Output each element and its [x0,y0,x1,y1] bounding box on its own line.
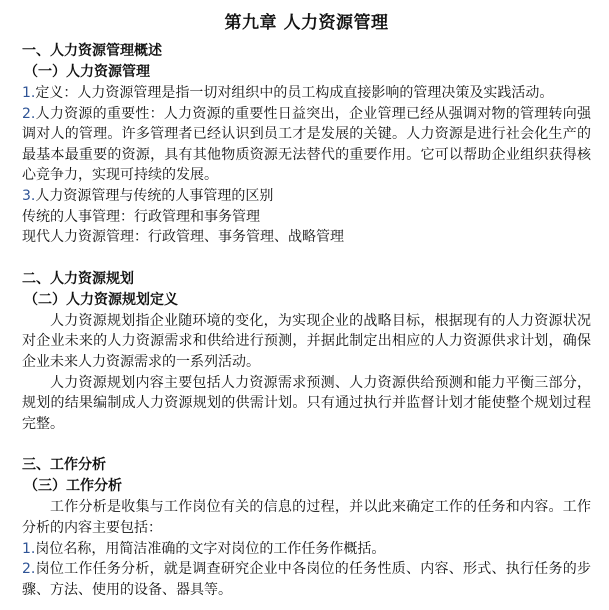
paragraph-difference [22,186,591,207]
section-heading: 二、人力资源规划 [22,270,134,287]
paragraph-modern: 现代人力资源管理：行政管理、事务管理、战略管理 [22,229,344,246]
paragraph-planning-definition: 人力资源规划指企业随环境的变化，为实现企业的战略目标，根据现有的人力资源状况对企业未来的人力资源需求和供给进行预测，并据此制定出相应的人力资源供求计划，确保企业未来人力资源需求的一系列活动。 [22,312,591,370]
section-subheading: （一）人力资源管理 [24,64,150,80]
paragraph-importance [22,104,591,186]
item-number: 3. [22,187,36,204]
paragraph-text: 人力资源管理与传统的人事管理的区别 [35,187,274,204]
blank-line [22,434,591,455]
chapter-title: 第九章 人力资源管理 [224,13,389,33]
paragraph-definition [22,83,591,104]
item-number: 2. [22,561,36,578]
section-hr-management-overview [22,41,591,248]
paragraph-text: 人力资源的重要性：人力资源的重要性日益突出，企业管理已经从强调对物的管理转向强调对人的管理。许多管理者已经认识到员工才是发展的关键。人力资源是进行社会化生产的最基本最重要的资源，具有其他物质资源无法替代的重要作用。它可以帮助企业组织获得核心竞争力，实现可持续的发展。 [22,105,591,184]
paragraph-traditional: 传统的人事管理：行政管理和事务管理 [22,208,260,225]
paragraph-planning-content: 人力资源规划内容主要包括人力资源需求预测、人力资源供给预测和能力平衡三部分，规划的结果编制成人力资源规划的供需计划。只有通过执行并监督计划才能使整个规划过程完整。 [22,374,591,432]
paragraph-job-task-analysis [22,559,591,600]
paragraph-text: 定义：人力资源管理是指一切对组织中的员工构成直接影响的管理决策及实践活动。 [35,85,554,101]
paragraph-job-analysis-intro: 工作分析是收集与工作岗位有关的信息的过程，并以此来确定工作的任务和内容。工作分析的内容主要包括： [22,499,591,536]
section-job-analysis [22,455,591,600]
item-number: 1. [22,540,36,557]
section-subheading: （三）工作分析 [24,478,122,495]
section-subheading: （二）人力资源规划定义 [24,291,178,308]
section-heading: 一、人力资源管理概述 [22,43,162,59]
blank-line [22,248,591,269]
paragraph-text: 岗位工作任务分析，就是调查研究企业中各岗位的任务性质、内容、形式、执行任务的步骤、方法、使用的设备、器具等。 [22,561,591,598]
paragraph-text: 岗位名称，用简洁准确的文字对岗位的工作任务作概括。 [35,540,386,557]
item-number: 2. [22,105,36,122]
paragraph-job-title [22,539,591,560]
section-hr-planning [22,269,591,435]
section-heading: 三、工作分析 [22,457,106,474]
item-number: 1. [22,85,36,101]
